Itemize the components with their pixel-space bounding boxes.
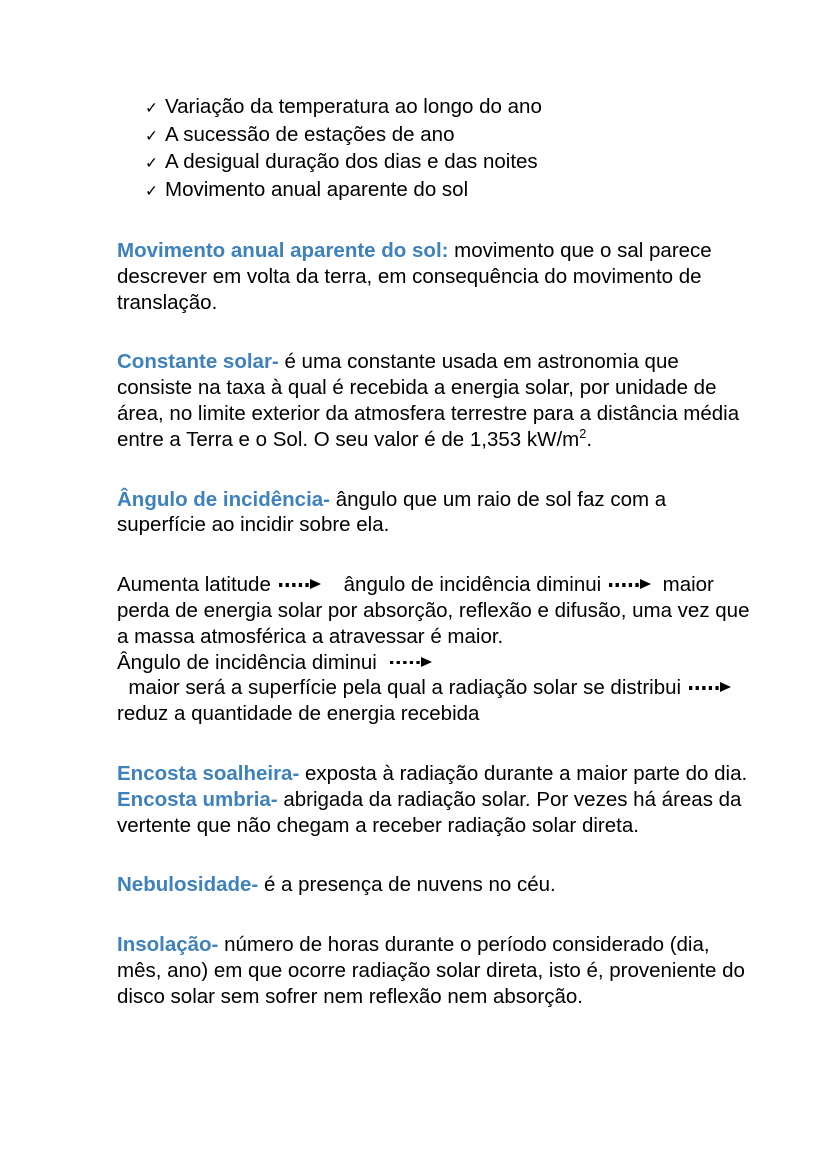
definition-angulo-incidencia xyxy=(117,487,757,539)
relation-segment: ângulo de incidência diminui xyxy=(343,573,602,597)
definition-text-end: . xyxy=(586,427,593,451)
definition-text: ângulo que um raio de sol faz com a superfície ao incidir sobre ela. xyxy=(117,487,667,537)
definition-nebulosidade xyxy=(117,872,757,898)
dotted-arrow-icon xyxy=(279,579,325,590)
check-icon: ✓ xyxy=(145,182,158,200)
definition-movimento-anual xyxy=(117,238,757,315)
term-separator: : xyxy=(441,239,449,262)
term-angulo-incidencia: Ângulo de incidência- xyxy=(117,487,330,511)
dotted-arrow-icon xyxy=(390,657,436,668)
list-item xyxy=(145,149,757,177)
list-item-label: Variação da temperatura ao longo do ano xyxy=(165,95,542,118)
dotted-arrow-icon xyxy=(689,682,735,693)
relation-segment: maior será a superfície pela qual a radiação solar se distribui xyxy=(128,676,682,700)
term-encosta-umbria: Encosta umbria- xyxy=(117,787,278,811)
dotted-arrow-icon xyxy=(609,579,655,590)
relation-latitude-chain xyxy=(117,572,757,649)
list-item xyxy=(145,94,757,122)
term-movimento-anual: Movimento anual aparente do sol xyxy=(117,239,442,262)
definition-text: é a presença de nuvens no céu. xyxy=(258,873,556,897)
term-constante-solar: Constante solar- xyxy=(117,350,279,374)
term-insolacao: Insolação- xyxy=(117,933,219,957)
document-body xyxy=(117,94,757,1010)
check-icon: ✓ xyxy=(145,155,158,172)
definition-text: movimento que o sal parece descrever em volta da terra, em consequência do movimento de translação. xyxy=(117,239,712,314)
list-item-label: A desigual duração dos dias e das noites xyxy=(165,150,538,173)
relation-segment: Ângulo de incidência diminui xyxy=(117,650,377,674)
definition-text: é uma constante usada em astronomia que consiste na taxa à qual é recebida a energia solar, por unidade de área, no limite exterior da atmosfera terrestre para a distância média entre a Terra e o Sol. O seu valor é de 1,353 kW/m xyxy=(117,350,740,451)
definition-insolacao xyxy=(117,932,757,1009)
term-nebulosidade: Nebulosidade- xyxy=(117,873,259,897)
relation-segment: maior perda de energia solar por absorção, reflexão e difusão, uma vez que a massa atmosférica a atravessar é maior. xyxy=(117,573,750,648)
list-item xyxy=(145,177,757,205)
check-icon: ✓ xyxy=(145,127,158,145)
list-item xyxy=(145,122,757,150)
definition-text: exposta à radiação durante a maior parte do dia. xyxy=(299,761,748,785)
definition-text: número de horas durante o período considerado (dia, mês, ano) em que ocorre radiação solar direta, isto é, proveniente do disco solar sem sofrer nem reflexão nem absorção. xyxy=(117,933,745,1008)
list-item-label: Movimento anual aparente do sol xyxy=(165,177,469,201)
definition-encosta-umbria xyxy=(117,787,757,839)
relation-segment: Aumenta latitude xyxy=(117,573,271,597)
definition-text: abrigada da radiação solar. Por vezes há áreas da vertente que não chegam a receber radiação solar direta. xyxy=(117,787,742,837)
superscript-unit-exponent: 2 xyxy=(579,425,587,441)
relation-angulo-chain xyxy=(117,650,757,727)
term-encosta-soalheira: Encosta soalheira- xyxy=(117,761,300,785)
definition-constante-solar xyxy=(117,349,757,452)
definition-encosta-soalheira xyxy=(117,761,757,787)
check-icon: ✓ xyxy=(145,100,158,117)
list-item-label: A sucessão de estações de ano xyxy=(165,122,455,146)
consequences-checklist xyxy=(145,94,757,204)
relation-segment: reduz a quantidade de energia recebida xyxy=(117,702,480,726)
